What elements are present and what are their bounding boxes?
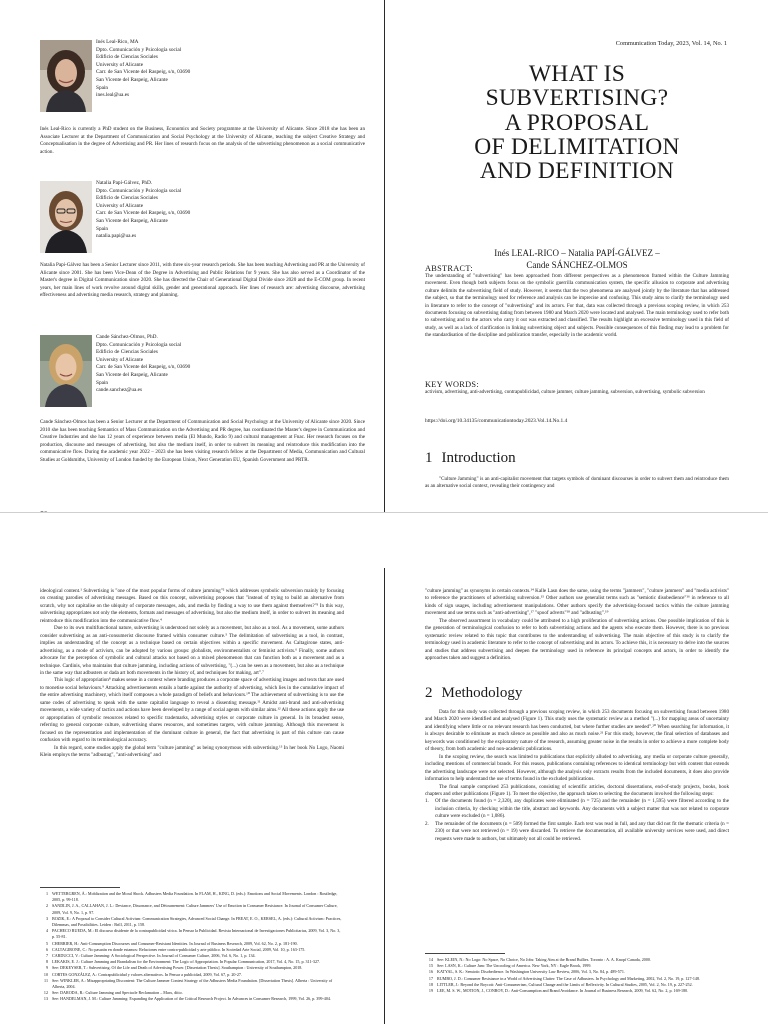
section-title: Methodology: [441, 685, 523, 701]
author-name: Cande Sánchez-Olmos, PhD.: [96, 334, 158, 340]
footnote: 9 See: DEKEYSER, T.: Subvertising. Of the Life and Death of Advertising Power. [Dissertation Thesis]. Southampton : University of Southampton, 2018.: [45, 965, 303, 971]
keywords-label: KEY WORDS:: [425, 380, 479, 389]
footnote: 17 RUMBO, J. D.: Consumer Resistance in a World of Advertising Clutter: The Case of Adbusters. In Psychology and Marketing, 2002, Vol. 2, No. 19, p. 127-148.: [428, 975, 701, 981]
list-item: 1. Of the documents found (n = 2,320), any duplicates were eliminated (n = 725) and the remainder (n = 1,595) were filtered according to the inclusion criteria, by checking within the title, abstract and keywords. Any documents with a subject matter that was not related to corporate culture were excluded (n = 1,086).: [425, 798, 729, 820]
selection-steps-list: [425, 798, 729, 843]
footnote: 8 LEKAKIS, E. J.: Culture Jamming and Brandalism for the Environment: The Logic of Appropriation. In Popular Communication, 2017, Vol. 4, No. 15, p. 311-327.: [45, 959, 321, 965]
author-bio-papi-galvez: Natalia Papí-Gálvez has been a Senior Lecturer since 2011, with three six-year research periods. She has been teaching Advertising and PR at the University of Alicante since 2001. She has been Vice-Dean of the Degree in Advertising and Public Relations for 9 years. She has also served as a Coordinator of the Master's degree in Digital Communication since 2020. She has directed the Chair of Generational Digital Divide since 2020 and the E-COM group. In recent years, her main lines of work revolve around digital skills, gender and generational approach. Her lines of research are: advertising discourse, advertising effectiveness and advertising media research, strategy and planning.: [40, 262, 365, 298]
paragraph: The observed assortment in vocabulary could be attributed to a high proliferation of subvertising actions. One possible implication of this is the generation of terminological confusion to refer to both subvertising actions and the agents who execute them. However, there is no previous systematic review related to this topic that contributes to the understanding of subvertising. The main objective of this study is to clarify the terminology used in academic literature to refer to the concept of subvertising and its actors. To achieve this, it is necessary to delve into the sources and studies that address subvertising and deepen the terminology used in reference its principal concepts and actors, in order to identify the approaches taken and suggest a definition.: [425, 617, 729, 662]
address-line: Spain: [96, 84, 109, 91]
author-contact-leal-rico: [96, 39, 366, 100]
author-email-link[interactable]: natalia.papi@ua.es: [96, 233, 137, 240]
footnote: 2 SANDLIN, J. A., CALLAHAN, J. L.: Deviance, Dissonance, and Détournement: Culture Jammers' Use of Emotion in Consumer Resistance. In Journal of Consumer Culture, 2009, Vol. 9, No. 1, p. 97.: [45, 903, 338, 915]
address-line: University of Alicante: [96, 356, 144, 363]
authors-line: Cande SÁNCHEZ-OLMOS: [526, 259, 628, 270]
portrait-image: [40, 335, 92, 407]
section-heading-methodology: [425, 685, 522, 702]
footnote: 6 CALTAGIRONE, C.: No pasarán en donde estamos: Relaciones entre contra-publicidad y arte público. In Sociedad Arte Social, 2009, Vol. 10, p. 163-175.: [45, 946, 306, 952]
authors-line: Inés LEAL-RICO – Natalia PAPÍ-GÁLVEZ –: [494, 248, 660, 258]
body-column-right: [425, 588, 729, 663]
author-contact-papi-galvez: [96, 180, 366, 241]
footnote: 18 LITTLER, J.: Beyond the Boycott: Anti-Consumerism, Cultural Change and the Limits of Reflexivity. In Cultural Studies, 2005, Vol. 2, No. 19, p. 227-252.: [428, 981, 693, 987]
portrait-image: [40, 40, 92, 112]
address-line: Spain: [96, 225, 109, 232]
methodology-text: [425, 709, 729, 843]
author-email-link[interactable]: ines.leal@ua.es: [96, 92, 130, 99]
portrait-image: [40, 181, 92, 253]
footnote: 10 CORTES GONZÁLEZ, A.: Contrapublicidad y valores alternativos. In Pensar a publicidad, 2009, Vol. 67, p. 20-27.: [43, 971, 242, 977]
footnote-rule: [425, 953, 505, 954]
paragraph: This logic of appropriation⁸ makes sense in a context where branding produces a corporate space of advertising images and texts that are used to monetise social behaviours.⁹ Attacking advertisements entails a battle against the authority of advertising, which lies in the cumulative impact of the entire advertising machinery, which itself composes a whole paradigm of beliefs and behaviours.¹⁰ The achievement of subvertising is to use the same codes of advertising to speak with the same capitalist language to reveal a dissenting message.¹¹ Amidst anti-brand and anti-advertising movements, a wide variety of tactics and actions have been developed by a range of social agents with similar aims.¹² All these actions apply the use or appropriation of symbolic resources related to specific trademarks, advertising styles or corporate culture in general. In its broadest sense, referring to general corporate culture, subvertising shares resources, and sometimes targets, with culture jamming. Although this movement is focused on the representation and implementation of the dominant culture in general, the fact that advertising is part of this culture can cause confusion with regard to its terminological accuracy.: [40, 677, 344, 744]
issue-header: Communication Today, 2023, Vol. 14, No. 1: [615, 40, 727, 47]
title-line: A PROPOSAL: [504, 109, 650, 136]
address-line: University of Alicante: [96, 202, 144, 209]
address-line: Carr. de San Vicente del Raspeig, s/n, 03690: [96, 69, 191, 76]
paragraph: "Culture Jamming" is an anti-capitalist movement that targets symbols of dominant discourses in order to subvert them and reintroduce them as an alternative social context, revealing their contingency and: [425, 476, 729, 490]
author-bio-leal-rico: Inés Leal-Rico is currently a PhD student on the Business, Economics and Society programme at the University of Alicante. Since 2018 she has been an Associate Lecturer at the Department of Communication and Social Psychology at the University of Alicante, teaching the subject Creative Strategy and Conceptualisation in the degree of Advertising and PR. Her lines of research focus on the analysis of the subvertising phenomenon as a social communicative action.: [40, 126, 365, 155]
footnote-rule: [40, 887, 120, 888]
body-column-left: [40, 588, 344, 759]
address-line: Dpto. Comunicación y Psicología social: [96, 46, 182, 53]
footnotes-right: [425, 953, 729, 994]
footnote: 19 LEE, M. S. W., MOTION, J., CONROY, D.: Anti-Consumption and Brand Avoidance. In Journal of Business Research, 2009, Vol. 62, No. 2, p. 169-180.: [428, 988, 689, 994]
address-line: Dpto. Comunicación y Psicología social: [96, 187, 182, 194]
address-line: San Vicente del Raspeig, Alicante: [96, 217, 168, 224]
title-line: SUBVERTISING?: [485, 85, 669, 112]
address-line: Edificio de Ciencias Sociales: [96, 54, 158, 61]
section-title: Introduction: [441, 450, 516, 466]
footnotes-left: [40, 887, 344, 1003]
footnote: 4 PACHECO RUEDA, M.: El discurso disidente de la contrapublicidad vírica. In Pensar la Publicidad. Revista Internacional de Investigaciones Publicitarias, 2009, Vol. 3, No. 3, p. 55-81.: [45, 928, 341, 940]
address-line: Edificio de Ciencias Sociales: [96, 195, 158, 202]
footnote: 7 CARDUCCI, V.: Culture Jamming: A Sociological Perspective. In Journal of Consumer Culture, 2006, Vol. 6, No. 1, p. 134.: [45, 953, 256, 959]
footnote: 12 See: DARODA, R.: Culture Jamming and Spectacle Reclamation – Marx, ditto.: [43, 990, 183, 996]
spread-top: [0, 0, 768, 512]
paragraph: ideological content.¹ Subvertising is "one of the most popular forms of culture jamming"² which addresses symbolic subversion mainly by focusing on creating parodies of advertising messages. Based on this concept, subvertising proposes that "instead of trying to build an alternative from scratch, why not capitalise on the ubiquity of corporate messages, ads, and media by finding a way to use them against themselves?"³ In this way, subvertising appropriates not only the elements, formats and messages of advertising, but also the medium itself, in order to subvert its meaning and reintroduce this modification into the communicative flow.⁴: [40, 588, 344, 624]
title-line: OF DELIMITATION: [474, 133, 680, 160]
section-number: 1: [425, 450, 433, 466]
address-line: San Vicente del Raspeig, Alicante: [96, 371, 168, 378]
address-line: University of Alicante: [96, 61, 144, 68]
doi-link[interactable]: https://doi.org/10.34135/communicationtoday.2023.Vol.14.No.1.4: [425, 418, 568, 424]
abstract-text: The understanding of "subvertising" has been approached from different perspectives as a phenomenon framed within the Culture Jamming movement. Even though both subjects focus on the symbolic guerrilla communication system, the specific allusion to corporate and advertising culture delimits the subvertising field of study. However, it seems that the two phenomena are analysed jointly by the literature that has addressed the subject, so that the terminology used for reference and analysis can be imprecise and confusing. This study aims to clarify the terminology used in literature to refer to the concept of "subvertising" and its actors. For that, data was collected through a previous scoping review, in which 253 documents focusing on subvertising dating from between 1980 and March 2020 were located and analysed. The main terminology used to refer both to subvertising and to the actors who carry it out was extracted and classified. The results highlight an excessive terminology used in this field of study, as well as a lack of clarification in linking subvertising object and subjects. Possible consequences of this finding may lead to a problem for the standardisation of the discipline and publication transfer, especially in the academic world.: [425, 273, 729, 339]
title-line: WHAT IS: [528, 61, 626, 87]
author-photo-leal-rico: [40, 40, 92, 112]
footnote: 13 See: HANDELMAN, J. M.: Culture Jamming: Expanding the Application of the Critical Research Project. In Advances in Consumer Research, 1999, Vol. 26, p. 399-404.: [43, 996, 331, 1002]
paragraph: The final sample comprised 253 publications, consisting of scientific articles, doctoral dissertations, end-of-study projects, books, book chapters and other publications (Figure 1). To meet the objective, the approach taken to selecting the documents involved the following steps:: [425, 783, 729, 797]
page-body-left: [0, 513, 384, 1025]
address-line: Carr. de San Vicente del Raspeig, s/n, 03690: [96, 364, 191, 371]
page-article-head: [385, 0, 769, 512]
footnote: 1 WETTERGREN, Å.: Moblization and the Moral Shock. Adbusters Media Foundation. In FLAM, H., KING, D. (eds.): Emotions and Social Movements. London : Routledge, 2005, p. 99-118.: [45, 891, 338, 903]
footnote: 11 See: WINKLER, A.: Misappropriating Discontent: The Culture Jammer Contest Strategy of the Adbusters Media Foundation. [Dissertation Thesis]. Alberta : University of Alberta, 2004.: [44, 977, 333, 990]
author-name: Natalia Papí-Gálvez, PhD.: [96, 180, 153, 186]
page-author-bios: [0, 0, 384, 512]
page-body-right: [385, 513, 769, 1025]
address-line: Spain: [96, 379, 109, 386]
section-number: 2: [425, 685, 433, 701]
author-bio-sanchez-olmos: Cande Sánchez-Olmos has been a Senior Lecturer at the Department of Communication and Social Psychology at the University of Alicante since 2020. Since 2010 she has been teaching Semantics of Mass Communication on the Advertising and PR degree, has coordinated the Master's degree in Communication and Creative Industries and she has 12 years of experience between media (El Mundo, Radio 9) and cultural management at Fnac. Her research focuses on the production, discourse and messages of advertising, but also the medium itself, in order to subvert its meaning and reintroduce this modification into the communicative flow. During the academic year 2022 – 2023 she has been visiting research fellow at the Department of Media, Communication and Cultural Studies at Goldsmiths, University of London funded by the European Union, Next Generation EU, Spanish Government and PRTR.: [40, 419, 365, 463]
section-heading-introduction: [425, 450, 516, 467]
article-title: [425, 62, 729, 183]
footnote: 16 KATYAL, S. K.: Semiotic Disobedience. In Washington University Law Review, 2006, Vol. 3, No. 84, p. 489-571.: [428, 969, 625, 975]
paragraph: "culture jamming" as synonyms in certain contexts.¹⁴ Kalle Lasn does the same, using the terms "jammers", "culture jammers" and "media activists" to reference the practitioners of advertising subversion.¹⁵ Other authors use generalist terms such as "semiotic disobedience"¹⁶ in reference to all kinds of sign usages, including advertisement manipulations. Other authors specify the advertising-focused tactics within the culture jamming movement and use terms such as "anti-advertising",¹⁷ "spoof adverts"¹⁸ and "adbusting".¹⁹: [425, 588, 729, 617]
paragraph: Due to its own multifunctional nature, subvertising is understood not solely as a movement, but also as a tool. As a movement, some authors consider subvertising as an anti-consumerist discourse framed within consumer culture.⁵ The delimitation of subvertising as a tool, in contrast, implies an understanding of the concept as a technique based on certain objectives within a specific movement. As Caltagirone states, anti-advertising, as a mode of activism, can be adopted by various groups: globalists, environmentalists or feminist activists.⁶ Finally, some authors advocate for the perception of symbolic and cultural attacks not based on a mixed phenomenon that can function both as a movement and as a technique. Cardinis, who maintains that culture jamming, including actions of subvertising, "(...) can be seen as a movement, but also as a technique in the same way that adbusters or dada art both movements in the history of, and techniques for making, art".⁷: [40, 625, 344, 676]
intro-paragraph: [425, 476, 729, 491]
footnote: 14 See: KLEIN, N.: No Logo: No Space, No Choice, No Jobs: Taking Aim at the Brand Bullies. Toronto : A. A. Knopf Canada, 2000.: [428, 957, 651, 962]
abstract-label: ABSTRACT:: [425, 264, 473, 273]
address-line: Dpto. Comunicación y Psicología social: [96, 341, 182, 348]
list-item: 2. The remainder of the documents (n = 509) formed the first sample. Each text was read in full, and any that did not fit the thematic criteria (n = 230) or that were not retrieved (n = 19) were discarded. To retrieve the documentation, all available university services were used, and direct requests were made to authors, but ultimately not all could be retrieved.: [425, 820, 729, 842]
keywords-text: activism, advertising, anti-advertising, contrapublicidad, culture jammer, culture jamming, subversion, subvertising, symbolic subversion: [425, 389, 705, 395]
footnote: 3 BOZIK, E.: A Proposal to Consider Cultural Activism: Communication Strategies, Advanced Social Change. In FREAT, E. O., KERSEL, A. (eds.): Cultural Activism: Practices, Dilemmas, and Possibilities. Leiden : Brill, 2011, p. 158.: [45, 915, 342, 928]
author-photo-papi-galvez: [40, 181, 92, 253]
paragraph: Data for this study was collected through a previous scoping review, in which 253 documents focusing on subvertising found between 1980 and March 2020 were identified and analysed (Figure 1). This study uses the systematic review as a method "(...) for mapping areas of uncertainty and identifying where little or no relevant research has been conducted, but where further studies are needed".²⁰ When searching for information, it is always desirable to eliminate as much silence as possible and also as much noise.²¹ For this study, however, the final selection of databases and keywords was conditioned by the exploratory nature of the research, assuming greater noise in the results in order to achieve a more complete body of theory, from both academic and non-academic publications.: [425, 709, 729, 753]
footnote: 15 See: LASN, K.: Culture Jam: The Uncooling of America. New York, NY : Eagle Brook, 1999.: [428, 963, 592, 969]
address-line: Carr. de San Vicente del Raspeig, s/n, 03690: [96, 210, 191, 217]
paragraph: In the scoping review, the search was limited to publications that explicitly alluded to advertising, any media or corporate culture generally, including mentions of commercial brands. For this reason, publications containing references to identical terminology but with content that extends the advertising landscape were not selected. However, although the analysis only extracts results from the included documents, it does also provide information to help understand the use of terms found in the excluded publications.: [425, 753, 729, 783]
author-contact-sanchez-olmos: [96, 334, 366, 395]
footnote: 5 CHERRIER, H.: Anti-Consumption Discourses and Consumer-Resistant Identities. In Journal of Business Research, 2009, Vol. 62, No. 2, p. 181-190.: [45, 940, 298, 946]
spread-bottom: [0, 512, 768, 1024]
address-line: Edificio de Ciencias Sociales: [96, 349, 158, 356]
paragraph: In this regard, some studies apply the global term "culture jamming" as being synonymous with subvertising.¹³ In her book No Logo, Naomi Klein employs the terms "adbustag", "anti-advertising" and: [40, 744, 344, 758]
title-line: AND DEFINITION: [479, 158, 675, 185]
author-email-link[interactable]: cande.sanchez@ua.es: [96, 387, 143, 394]
address-line: San Vicente del Raspeig, Alicante: [96, 76, 168, 83]
author-name: Inés Leal-Rico, MA: [96, 39, 139, 45]
author-photo-sanchez-olmos: [40, 335, 92, 407]
